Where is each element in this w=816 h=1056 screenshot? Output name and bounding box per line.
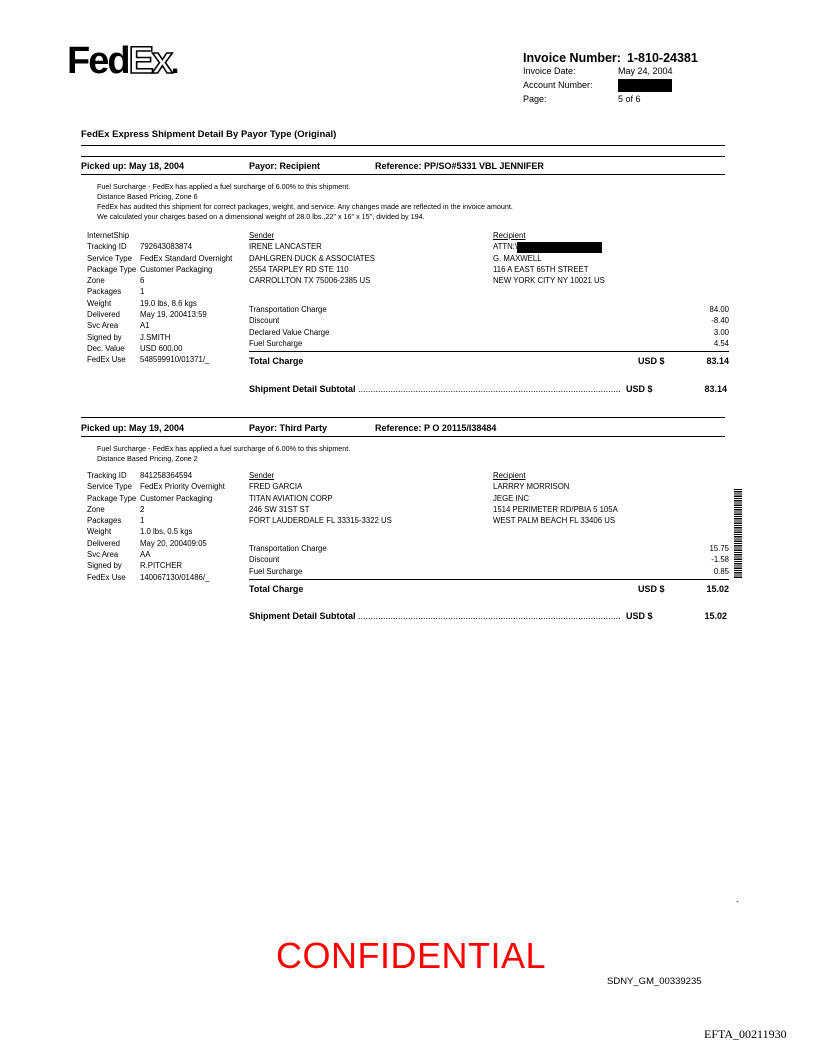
account-number-row xyxy=(523,79,672,91)
recipient-redaction xyxy=(517,242,602,253)
recipient-line: ATTN:\ xyxy=(493,242,518,252)
charge-amount: 4.54 xyxy=(713,338,729,348)
shipment-2-header-rule xyxy=(81,436,725,437)
shipment-1-recipient xyxy=(493,230,605,287)
subtotal-label: Shipment Detail Subtotal xyxy=(249,611,356,621)
sender-line: DAHLGREN DUCK & ASSOCIATES xyxy=(249,253,375,263)
detail-key: InternetShip xyxy=(87,231,130,240)
shipment-2-notes xyxy=(97,444,350,464)
detail-row xyxy=(87,481,225,492)
shipment-2-top-rule xyxy=(81,417,725,418)
subtotal-amount: 15.02 xyxy=(704,611,727,621)
detail-value: FedEx Standard Overnight xyxy=(140,253,233,263)
recipient-heading: Recipient xyxy=(493,231,526,240)
shipment-1-notes xyxy=(97,182,513,222)
recipient-line: 1514 PERIMETER RD/PBIA 5 105A xyxy=(493,504,618,514)
detail-value: AA xyxy=(140,550,151,560)
detail-key: Zone xyxy=(87,504,105,514)
detail-row xyxy=(87,309,232,320)
shipment-1-total-rule xyxy=(249,351,729,352)
shipment-2-reference: Reference: P O 20115/I38484 xyxy=(375,423,497,433)
detail-key: Signed by xyxy=(87,332,122,342)
shipment-2-details xyxy=(87,470,225,583)
detail-value: 140067130/01486/_ xyxy=(140,572,210,582)
shipment-2-note: Distance Based Pricing, Zone 2 xyxy=(97,454,198,463)
detail-row xyxy=(87,526,225,537)
total-amount: 83.14 xyxy=(706,356,729,366)
detail-row xyxy=(87,230,232,241)
shipment-2-payor: Payor: Third Party xyxy=(249,423,328,433)
charge-label: Fuel Surcharge xyxy=(249,566,303,576)
detail-row xyxy=(87,560,225,571)
stray-mark: ` xyxy=(736,900,739,910)
detail-key: Signed by xyxy=(87,561,122,571)
shipment-1-note: We calculated your charges based on a dimensional weight of 28.0 lbs.,22" x 16" x 15", divided by 194. xyxy=(97,212,425,221)
logo-ex: Ex xyxy=(128,40,172,82)
detail-value: 6 xyxy=(140,276,145,286)
detail-key: Zone xyxy=(87,276,105,286)
detail-key: Svc Area xyxy=(87,550,119,560)
shipment-2-sender xyxy=(249,470,392,526)
charge-row xyxy=(249,566,729,577)
detail-key: Service Type xyxy=(87,482,132,492)
sender-heading: Sender xyxy=(249,231,275,240)
subtotal-currency: USD $ xyxy=(625,611,653,621)
detail-row xyxy=(87,320,232,331)
detail-value: 19.0 lbs, 8.6 kgs xyxy=(140,298,197,308)
detail-key: Service Type xyxy=(87,253,132,263)
invoice-date: May 24, 2004 xyxy=(618,66,673,76)
shipment-1-total xyxy=(249,356,729,370)
detail-value: A1 xyxy=(140,321,150,331)
detail-row xyxy=(87,343,232,354)
efta-number: EFTA_00211930 xyxy=(704,1027,787,1041)
recipient-line: G. MAXWELL xyxy=(493,253,542,263)
subtotal-currency: USD $ xyxy=(625,384,653,394)
detail-row xyxy=(87,275,232,286)
charge-label: Transportation Charge xyxy=(249,544,327,553)
charge-label: Transportation Charge xyxy=(249,305,327,314)
sender-line: 246 SW 31ST ST xyxy=(249,504,310,514)
charge-row xyxy=(249,315,729,326)
shipment-1-note: FedEx has audited this shipment for correct packages, weight, and service. Any changes made are reflected in the invoice amount. xyxy=(97,202,513,211)
detail-value: May 20, 200409:05 xyxy=(140,538,207,548)
charge-row xyxy=(249,554,729,565)
recipient-line: LARRRY MORRISON xyxy=(493,482,570,492)
shipment-2-recipient xyxy=(493,470,618,526)
logo-fed: Fed xyxy=(67,40,129,82)
detail-key: Svc Area xyxy=(87,321,119,331)
detail-key: Weight xyxy=(87,298,112,308)
charge-amount: 15.75 xyxy=(709,544,729,553)
detail-key: Tracking ID xyxy=(87,242,127,252)
detail-key: Package Type xyxy=(87,493,137,503)
detail-value: 841258364594 xyxy=(140,471,193,480)
detail-value: Customer Packaging xyxy=(140,493,213,503)
invoice-number: 1-810-24381 xyxy=(626,51,698,65)
charge-amount: -8.40 xyxy=(711,316,729,326)
sender-line: CARROLLTON TX 75006-2385 US xyxy=(249,276,371,286)
recipient-line: 116 A EAST 65TH STREET xyxy=(493,265,589,275)
shipment-1-sender xyxy=(249,230,375,286)
detail-value: Customer Packaging xyxy=(140,264,213,274)
invoice-date-label: Invoice Date: xyxy=(523,66,576,76)
charge-amount: 0.85 xyxy=(713,566,729,576)
detail-key: FedEx Use xyxy=(87,355,126,365)
detail-value: FedEx Priority Overnight xyxy=(140,482,225,492)
detail-value: USD 600.00 xyxy=(140,343,183,353)
detail-row xyxy=(87,241,232,252)
subtotal-amount-group xyxy=(624,384,727,394)
subtotal-label: Shipment Detail Subtotal xyxy=(249,384,356,394)
recipient-heading: Recipient xyxy=(493,471,526,480)
shipment-1-details xyxy=(87,230,232,366)
shipment-2-subtotal xyxy=(249,611,727,625)
detail-value: May 19, 200413:59 xyxy=(140,310,207,320)
subtotal-amount: 83.14 xyxy=(704,384,727,394)
detail-row xyxy=(87,298,232,309)
sender-line: FRED GARCIA xyxy=(249,482,303,492)
detail-row xyxy=(87,538,225,549)
shipment-1-picked-up: Picked up: May 18, 2004 xyxy=(81,161,185,171)
detail-row xyxy=(87,515,225,526)
charge-amount: 3.00 xyxy=(713,327,729,337)
shipment-1-note: Fuel Surcharge - FedEx has applied a fuel surcharge of 6.00% to this shipment. xyxy=(97,182,351,191)
shipment-2-charges xyxy=(249,543,729,577)
recipient-line: JEGE INC xyxy=(493,493,529,503)
section-divider xyxy=(81,145,725,146)
shipment-2-total xyxy=(249,584,729,598)
shipment-1-subtotal xyxy=(249,384,727,398)
confidential-stamp: CONFIDENTIAL xyxy=(276,935,547,976)
total-label: Total Charge xyxy=(249,584,304,594)
recipient-line: WEST PALM BEACH FL 33406 US xyxy=(493,516,616,526)
sender-line: FORT LAUDERDALE FL 33315-3322 US xyxy=(249,516,392,526)
detail-value: 792643083874 xyxy=(140,242,193,252)
detail-key: Packages xyxy=(87,516,122,526)
detail-row xyxy=(87,493,225,504)
detail-key: Delivered xyxy=(87,538,120,548)
detail-row xyxy=(87,470,225,481)
charge-label: Declared Value Charge xyxy=(249,327,330,337)
invoice-number-heading xyxy=(523,51,698,65)
page-row xyxy=(523,93,641,105)
detail-key: Weight xyxy=(87,527,112,537)
sender-heading: Sender xyxy=(249,471,275,480)
total-label: Total Charge xyxy=(249,356,304,366)
detail-key: Packages xyxy=(87,287,122,297)
detail-value: J.SMITH xyxy=(140,332,171,342)
shipment-2-total-rule xyxy=(249,579,729,580)
detail-key: Tracking ID xyxy=(87,471,127,480)
charge-label: Discount xyxy=(249,316,280,326)
detail-row xyxy=(87,264,232,275)
sender-line: 2554 TARPLEY RD STE 110 xyxy=(249,264,349,274)
detail-row xyxy=(87,549,225,560)
sender-line: IRENE LANCASTER xyxy=(249,242,322,252)
shipment-1-top-rule xyxy=(81,156,725,157)
logo-dot: . xyxy=(171,47,178,80)
shipment-1-payor: Payor: Recipient xyxy=(249,161,321,171)
shipment-1-charges xyxy=(249,304,729,349)
detail-row xyxy=(87,286,232,297)
page-number: 5 of 6 xyxy=(618,94,641,104)
invoice-number-label: Invoice Number: xyxy=(523,51,621,65)
charge-row xyxy=(249,327,729,338)
detail-value: 1.0 lbs, 0.5 kgs xyxy=(140,527,193,537)
detail-value: R.PITCHER xyxy=(140,561,183,571)
invoice-date-row xyxy=(523,65,673,77)
total-amount: 15.02 xyxy=(706,584,729,594)
subtotal-amount-group xyxy=(624,611,727,621)
detail-row xyxy=(87,332,232,343)
detail-row xyxy=(87,504,225,515)
shipment-1-header-rule xyxy=(81,174,725,175)
detail-key: Delivered xyxy=(87,310,120,320)
detail-value: 2 xyxy=(140,504,145,514)
charge-amount: -1.58 xyxy=(711,555,729,565)
recipient-line: NEW YORK CITY NY 10021 US xyxy=(493,276,605,286)
recipient-attn-row xyxy=(493,241,605,252)
charge-row xyxy=(249,543,729,554)
shipment-2-note: Fuel Surcharge - FedEx has applied a fuel surcharge of 6.00% to this shipment. xyxy=(97,444,351,453)
subtotal-leader: ......................................................................................................... xyxy=(358,611,621,621)
section-title: FedEx Express Shipment Detail By Payor Type (Original) xyxy=(81,129,337,140)
charge-row xyxy=(249,338,729,349)
charge-label: Discount xyxy=(249,555,280,565)
fedex-logo xyxy=(67,42,177,80)
charge-amount: 84.00 xyxy=(709,305,729,314)
account-number-label: Account Number: xyxy=(523,80,593,90)
total-currency: USD $ xyxy=(638,584,665,594)
detail-row xyxy=(87,572,225,583)
detail-value: 548599910/01371/_ xyxy=(140,355,210,365)
detail-key: Dec. Value xyxy=(87,343,125,353)
detail-row xyxy=(87,354,232,365)
detail-key: Package Type xyxy=(87,264,137,274)
subtotal-leader: ......................................................................................................... xyxy=(358,384,621,394)
shipment-1-reference: Reference: PP/SO#5331 VBL JENNIFER xyxy=(375,161,544,171)
detail-key: FedEx Use xyxy=(87,572,126,582)
page-label: Page: xyxy=(523,94,547,104)
detail-value: 1 xyxy=(140,287,145,297)
account-number-redaction xyxy=(618,79,672,92)
sender-line: TITAN AVIATION CORP xyxy=(249,493,333,503)
detail-row xyxy=(87,253,232,264)
charge-row xyxy=(249,304,729,315)
total-currency: USD $ xyxy=(638,356,665,366)
charge-label: Fuel Surcharge xyxy=(249,338,303,348)
detail-value: 1 xyxy=(140,516,145,526)
shipment-2-picked-up: Picked up: May 19, 2004 xyxy=(81,423,185,433)
barcode-icon xyxy=(734,489,742,579)
shipment-1-note: Distance Based Pricing, Zone 6 xyxy=(97,192,198,201)
bates-number: SDNY_GM_00339235 xyxy=(607,976,702,987)
